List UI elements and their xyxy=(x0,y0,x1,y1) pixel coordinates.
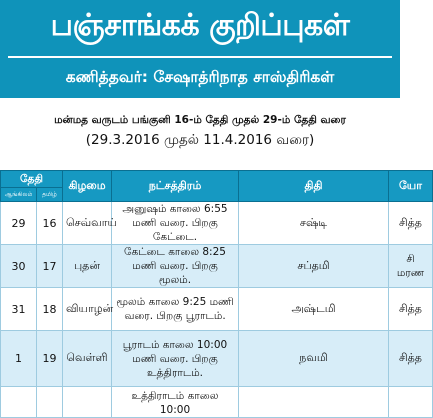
table-row xyxy=(1,387,433,418)
cell-tamil-date: 16 xyxy=(37,202,63,245)
header-tamil-date: தமிழ் xyxy=(37,188,63,202)
page-title: பஞ்சாங்கக் குறிப்புகள் xyxy=(50,8,350,43)
cell-tamil-date xyxy=(37,387,63,418)
table-row xyxy=(1,288,433,331)
cell-day: வெள்ளி xyxy=(63,331,112,387)
cell-english-date: 31 xyxy=(1,288,37,331)
cell-thithi: சப்தமி xyxy=(239,245,389,288)
cell-thithi xyxy=(239,387,389,418)
cell-tamil-date: 18 xyxy=(37,288,63,331)
cell-tamil-date: 17 xyxy=(37,245,63,288)
author-line: கணித்தவர்: சேஷாத்ரிநாத சாஸ்திரிகள் xyxy=(65,68,335,86)
panchangam-table xyxy=(0,170,433,418)
table-row xyxy=(1,331,433,387)
header-day: கிழமை xyxy=(63,171,112,202)
cell-last xyxy=(389,387,433,418)
date-range-numeric: (29.3.2016 முதல் 11.4.2016 வரை) xyxy=(85,132,315,148)
table-row xyxy=(1,245,433,288)
cell-star: கேட்டை காலை 8:25 மணி வரை. பிறகு மூலம். xyxy=(112,245,239,288)
cell-thithi: சஷ்டி xyxy=(239,202,389,245)
cell-last: சி மரண xyxy=(389,245,433,288)
cell-english-date: 30 xyxy=(1,245,37,288)
cell-thithi: நவமி xyxy=(239,331,389,387)
cell-star: அனுஷம் காலை 6:55 மணி வரை. பிறகு கேட்டை. xyxy=(112,202,239,245)
cell-day: புதன் xyxy=(63,245,112,288)
date-range-text: மன்மத வருடம் பங்குனி 16-ம் தேதி முதல் 29-ம் தேதி வரை xyxy=(54,114,346,126)
header-english-date: ஆங்கிலம் xyxy=(1,188,37,202)
cell-star: உத்திராடம் காலை 10:00 xyxy=(112,387,239,418)
header-star: நட்சத்திரம் xyxy=(112,171,239,202)
header-last: யோ xyxy=(389,171,433,202)
cell-star: பூராடம் காலை 10:00 மணி வரை. பிறகு உத்திராடம். xyxy=(112,331,239,387)
cell-english-date: 1 xyxy=(1,331,37,387)
title-divider xyxy=(8,56,392,58)
table-row xyxy=(1,202,433,245)
cell-tamil-date: 19 xyxy=(37,331,63,387)
cell-last: சித்த xyxy=(389,288,433,331)
cell-last: சித்த xyxy=(389,331,433,387)
cell-day: வியாழன் xyxy=(63,288,112,331)
cell-star: மூலம் காலை 9:25 மணி வரை. பிறகு பூராடம். xyxy=(112,288,239,331)
cell-thithi: அஷ்டமி xyxy=(239,288,389,331)
header-thithi: திதி xyxy=(239,171,389,202)
cell-english-date xyxy=(1,387,37,418)
cell-english-date: 29 xyxy=(1,202,37,245)
cell-day xyxy=(63,387,112,418)
header-banner xyxy=(0,0,400,98)
cell-last: சித்த xyxy=(389,202,433,245)
header-date: தேதி xyxy=(1,171,63,188)
cell-day: செவ்வாய் xyxy=(63,202,112,245)
